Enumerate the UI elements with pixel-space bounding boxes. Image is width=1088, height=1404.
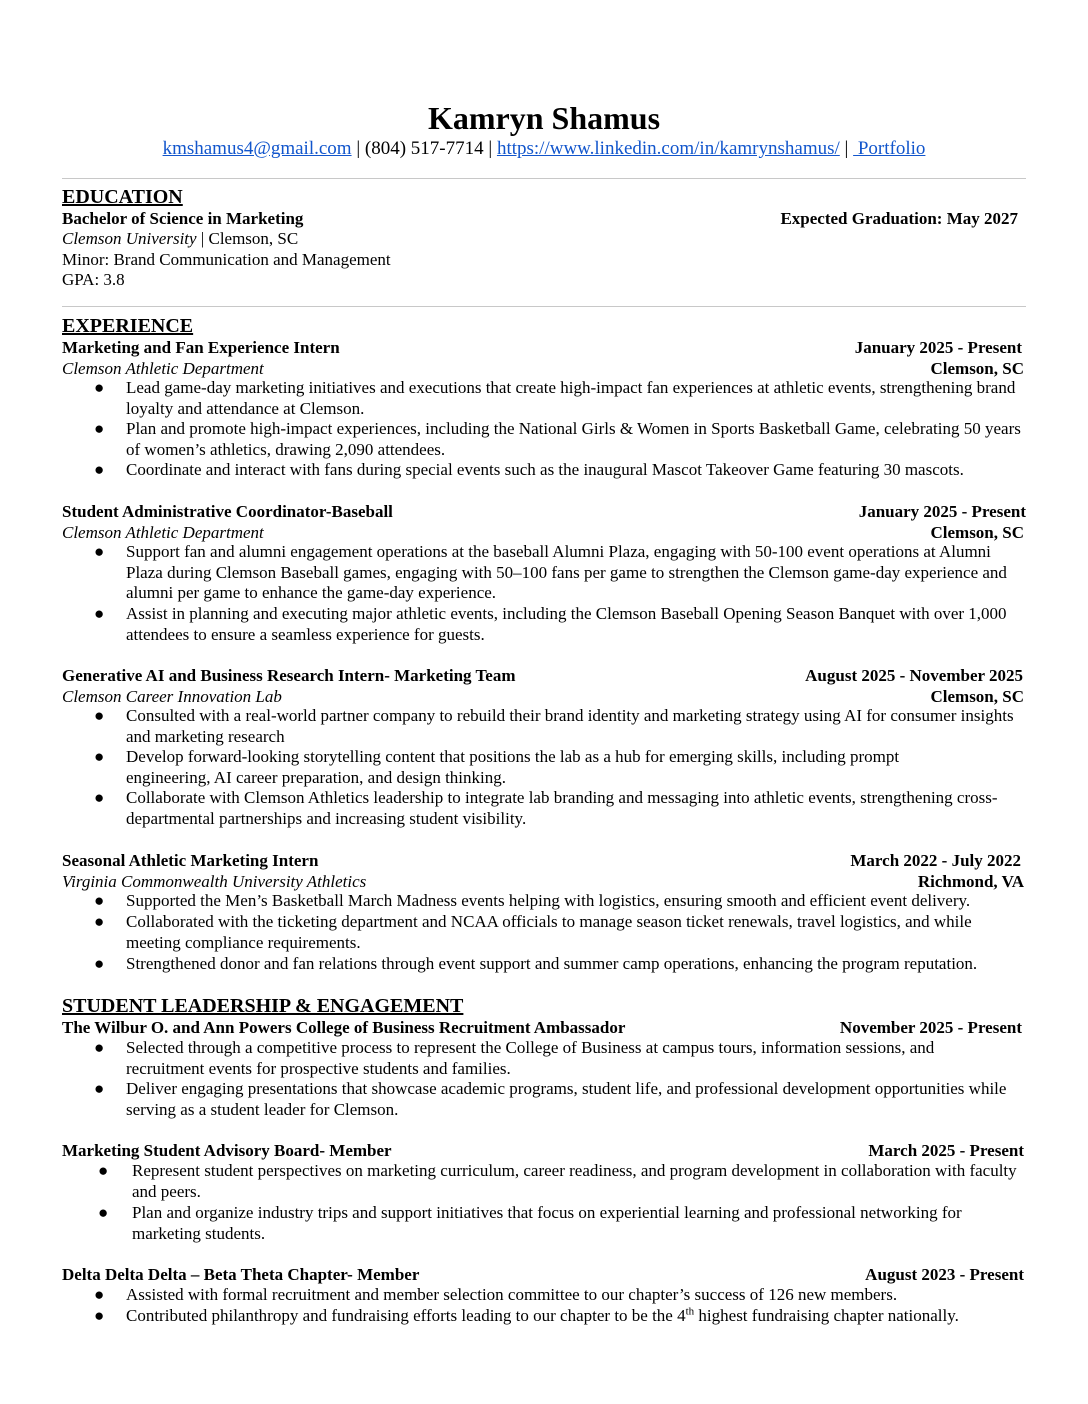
bullet-item xyxy=(62,378,1030,419)
contact-line xyxy=(0,136,1088,162)
bullet-icon: ● xyxy=(94,891,105,910)
bullet-item xyxy=(62,542,1008,604)
education-heading: EDUCATION xyxy=(62,186,183,208)
separator: | xyxy=(483,138,497,159)
bullet-item xyxy=(62,891,1030,912)
bullet-icon: ● xyxy=(94,1038,105,1057)
role-title: Marketing Student Advisory Board- Member xyxy=(62,1141,392,1160)
bullet-icon: ● xyxy=(94,788,105,807)
role-dates: March 2025 - Present xyxy=(868,1141,1024,1160)
bullet-text: Deliver engaging presentations that showcase academic programs, student life, and professional development opportunities while serving as a student leader for Clemson. xyxy=(126,1079,1007,1119)
divider xyxy=(62,178,1026,179)
bullet-item xyxy=(62,1306,1030,1327)
separator: | xyxy=(839,138,854,159)
job-location: Richmond, VA xyxy=(917,872,1024,891)
bullet-item xyxy=(62,747,968,788)
bullet-text: Plan and organize industry trips and support initiatives that focus on experiential learning and professional networking for marketing students. xyxy=(132,1203,962,1243)
bullet-text: Collaborate with Clemson Athletics leadership to integrate lab branding and messaging into athletic events, strengthening cross-departmental partnerships and increasing student visibility. xyxy=(126,788,998,828)
bullet-text: Selected through a competitive process to represent the College of Business at campus tours, information sessions, and recruitment events for prospective students and families. xyxy=(126,1038,935,1078)
job-location: Clemson, SC xyxy=(930,687,1024,706)
bullet-icon: ● xyxy=(98,1161,109,1180)
school-location: | Clemson, SC xyxy=(196,229,299,248)
bullet-text: Supported the Men’s Basketball March Madness events helping with logistics, ensuring smooth and efficient event delivery. xyxy=(126,891,971,910)
bullet-item xyxy=(62,1285,1030,1306)
job-dates: January 2025 - Present xyxy=(854,338,1022,357)
email-link[interactable]: kmshamus4@gmail.com xyxy=(162,138,352,159)
bullet-icon: ● xyxy=(94,747,105,766)
linkedin-link[interactable]: https://www.linkedin.com/in/kamrynshamus/ xyxy=(496,138,840,159)
role-dates: August 2023 - Present xyxy=(865,1265,1024,1284)
bullet-icon: ● xyxy=(94,954,105,973)
school-name: Clemson University xyxy=(62,229,197,248)
bullet-text-part: Contributed philanthropy and fundraising efforts leading to our chapter to be the 4 xyxy=(126,1306,686,1325)
ordinal-suffix: th xyxy=(685,1305,695,1318)
bullet-item xyxy=(62,1079,1030,1120)
bullet-text: Assist in planning and executing major athletic events, including the Clemson Baseball Opening Season Banquet with over 1,000 attendees to ensure a seamless experience for guests. xyxy=(126,604,1007,644)
minor: Minor: Brand Communication and Management xyxy=(62,250,391,269)
leadership-heading: STUDENT LEADERSHIP & ENGAGEMENT xyxy=(62,995,464,1017)
bullet-icon: ● xyxy=(94,460,105,479)
bullet-icon: ● xyxy=(94,604,105,623)
job-title: Marketing and Fan Experience Intern xyxy=(62,338,340,357)
job-org: Clemson Athletic Department xyxy=(62,523,264,542)
bullet-icon: ● xyxy=(94,1079,105,1098)
bullet-icon: ● xyxy=(94,1306,105,1325)
role-title: Delta Delta Delta – Beta Theta Chapter- Member xyxy=(62,1265,420,1284)
job-org: Virginia Commonwealth University Athletics xyxy=(62,872,367,891)
experience-heading: EXPERIENCE xyxy=(62,315,194,337)
job-title: Generative AI and Business Research Intern- Marketing Team xyxy=(62,666,516,685)
bullet-item xyxy=(62,706,1030,747)
job-location: Clemson, SC xyxy=(930,523,1024,542)
bullet-text: Lead game-day marketing initiatives and executions that create high-impact fan experiences at athletic events, strengthening brand loyalty and attendance at Clemson. xyxy=(126,378,1016,418)
bullet-icon: ● xyxy=(94,1285,105,1304)
bullet-item xyxy=(62,954,1030,975)
bullet-text: Plan and promote high-impact experiences, including the National Girls & Women in Sports Basketball Game, celebrating 50 years of women’s athletics, drawing 2,090 attendees. xyxy=(126,419,1021,459)
bullet-item xyxy=(62,1038,988,1079)
portfolio-link[interactable]: Portfolio xyxy=(853,138,926,159)
job-org: Clemson Athletic Department xyxy=(62,359,264,378)
bullet-text: Consulted with a real-world partner company to rebuild their brand identity and marketing strategy using AI for consumer insights and marketing research xyxy=(126,706,1014,746)
job-location: Clemson, SC xyxy=(930,359,1024,378)
bullet-icon: ● xyxy=(94,912,105,931)
bullet-item xyxy=(62,460,1030,481)
bullet-item xyxy=(62,1161,1030,1202)
bullet-text-part: highest fundraising chapter nationally. xyxy=(694,1306,959,1325)
bullet-text: Strengthened donor and fan relations through event support and summer camp operations, enhancing the program reputation. xyxy=(126,954,978,973)
bullet-item xyxy=(62,912,1030,953)
job-org: Clemson Career Innovation Lab xyxy=(62,687,282,706)
divider xyxy=(62,306,1026,307)
job-title: Student Administrative Coordinator-Baseball xyxy=(62,502,393,521)
bullet-text: Assisted with formal recruitment and member selection committee to our chapter’s success of 126 new members. xyxy=(126,1285,898,1304)
phone-number: (804) 517-7714 xyxy=(364,138,484,159)
job-dates: March 2022 - July 2022 xyxy=(850,851,1021,870)
bullet-icon: ● xyxy=(94,378,105,397)
bullet-icon: ● xyxy=(98,1203,109,1222)
bullet-text: Represent student perspectives on marketing curriculum, career readiness, and program development in collaboration with faculty and peers. xyxy=(132,1161,1017,1201)
bullet-text: Support fan and alumni engagement operations at the baseball Alumni Plaza, engaging with 50-100 event operations at Alumni Plaza during Clemson Baseball games, engaging with 50–100 fans per game to strengthen the Clemson game-day experience and alumni per game to enhance the game-day experience. xyxy=(126,542,1007,603)
bullet-icon: ● xyxy=(94,542,105,561)
bullet-text: Coordinate and interact with fans during special events such as the inaugural Mascot Takeover Game featuring 30 mascots. xyxy=(126,460,964,479)
graduation-date: Expected Graduation: May 2027 xyxy=(780,209,1018,228)
bullet-text xyxy=(126,1306,1030,1327)
job-dates: August 2025 - November 2025 xyxy=(805,666,1023,685)
bullet-icon: ● xyxy=(94,706,105,725)
bullet-item xyxy=(62,788,1030,829)
separator: | xyxy=(351,138,365,159)
degree: Bachelor of Science in Marketing xyxy=(62,209,304,228)
candidate-name: Kamryn Shamus xyxy=(427,100,661,136)
bullet-item xyxy=(62,419,1033,460)
bullet-item xyxy=(62,1203,1030,1244)
job-title: Seasonal Athletic Marketing Intern xyxy=(62,851,319,870)
bullet-icon: ● xyxy=(94,419,105,438)
role-title: The Wilbur O. and Ann Powers College of Business Recruitment Ambassador xyxy=(62,1018,626,1037)
bullet-text: Develop forward-looking storytelling content that positions the lab as a hub for emerging skills, including prompt engineering, AI career preparation, and design thinking. xyxy=(126,747,900,787)
job-dates: January 2025 - Present xyxy=(858,502,1026,521)
gpa: GPA: 3.8 xyxy=(62,270,125,289)
school-line xyxy=(62,228,298,249)
bullet-item xyxy=(62,604,1030,645)
bullet-text: Collaborated with the ticketing department and NCAA officials to manage season ticket renewals, travel logistics, and while meeting compliance requirements. xyxy=(126,912,972,952)
role-dates: November 2025 - Present xyxy=(839,1018,1022,1037)
